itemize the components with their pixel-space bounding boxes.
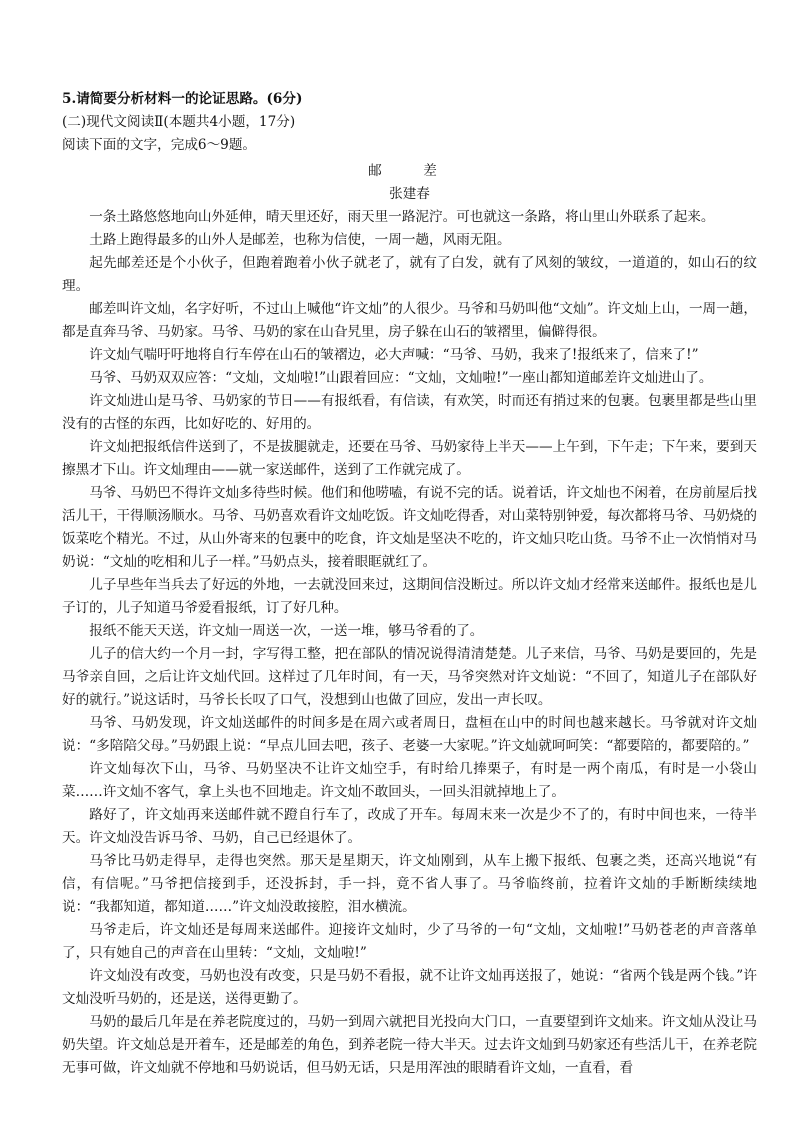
paragraph: 儿子早些年当兵去了好远的外地，一去就没回来过，这期间信没断过。所以许文灿才经常来送邮件。报纸也是儿子订的，儿子知道马爷爱看报纸，订了好几种。 <box>62 577 757 616</box>
paragraph: 马爷、马奶巴不得许文灿多待些时候。他们和他唠嗑，有说不完的话。说着话，许文灿也不闲着，在房前屋后找活儿干，干得顺汤顺水。马爷、马奶喜欢看许文灿吃饭。许文灿吃得香，对山菜特别钟爱，每次都将马爷、马奶烧的饭菜吃个精光。不过，从山外寄来的包裹中的吃食，许文灿是坚决不吃的，许文灿只吃山货。马爷不止一次悄悄对马奶说：“文灿的吃相和儿子一样。”马奶点头，接着眼眶就红了。 <box>62 485 757 570</box>
section-heading: (二)现代文阅读Ⅱ(本题共4小题，17分) <box>62 114 296 130</box>
paragraph: 路好了，许文灿再来送邮件就不蹬自行车了，改成了开车。每周末来一次是少不了的，有时中间也来，一待半天。许文灿没告诉马爷、马奶，自己已经退休了。 <box>62 807 757 846</box>
article-title: 邮 差 <box>368 163 451 179</box>
question-5: 5.请简要分析材料一的论证思路。(6分) <box>62 91 303 107</box>
paragraph: 许文灿把报纸信件送到了，不是拔腿就走，还要在马爷、马奶家待上半天——上午到，下午走；下午来，要到天擦黑才下山。许文灿理由——就一家送邮件，送到了工作就完成了。 <box>62 439 757 478</box>
document-page <box>62 88 757 1080</box>
paragraph: 马爷走后，许文灿还是每周来送邮件。迎接许文灿时，少了马爷的一句“文灿，文灿啦!”马奶苍老的声音落单了，只有她自己的声音在山里转：“文灿，文灿啦!” <box>62 922 757 961</box>
paragraph: 许文灿没有改变，马奶也没有改变，只是马奶不看报，就不让许文灿再送报了，她说：“省两个钱是两个钱。”许文灿没听马奶的，还是送，送得更勤了。 <box>62 968 757 1007</box>
reading-instruction: 阅读下面的文字，完成6～9题。 <box>62 137 257 153</box>
paragraph: 许文灿气喘吁吁地将自行车停在山石的皱褶边，必大声喊：“马爷、马奶，我来了!报纸来了，信来了!” <box>89 347 699 363</box>
paragraph: 许文灿进山是马爷、马奶家的节日——有报纸看，有信读，有欢笑，时而还有捎过来的包裹。包裹里都是些山里没有的古怪的东西，比如好吃的、好用的。 <box>62 393 757 432</box>
paragraph: 邮差叫许文灿，名字好听，不过山上喊他“许文灿”的人很少。马爷和马奶叫他“文灿”。许文灿上山，一周一趟，都是直奔马爷、马奶家。马爷、马奶的家在山旮旯里，房子躲在山石的皱褶里，偏僻得很。 <box>62 301 757 340</box>
paragraph: 许文灿每次下山，马爷、马奶坚决不让许文灿空手，有时给几捧栗子，有时是一两个南瓜，有时是一小袋山菜……许文灿不客气，拿上头也不回地走。许文灿不敢回头，一回头泪就掉地上了。 <box>62 761 757 800</box>
paragraph: 起先邮差还是个小伙子，但跑着跑着小伙子就老了，就有了白发，就有了风刻的皱纹，一道道的，如山石的纹理。 <box>62 255 757 294</box>
paragraph: 一条土路悠悠地向山外延伸，晴天里还好，雨天里一路泥泞。可也就这一条路，将山里山外联系了起来。 <box>89 209 715 225</box>
paragraph: 马爷比马奶走得早，走得也突然。那天是星期天，许文灿刚到，从车上搬下报纸、包裹之类，还高兴地说“有信，有信呢。”马爷把信接到手，还没拆封，手一抖，竟不省人事了。马爷临终前，拉着许文灿的手断断续续地说：“我都知道，都知道……”许文灿没敢接腔，泪水横流。 <box>62 853 757 915</box>
article-author: 张建春 <box>389 186 430 202</box>
paragraph: 马奶的最后几年是在养老院度过的，马奶一到周六就把目光投向大门口，一直要望到许文灿来。许文灿从没让马奶失望。许文灿总是开着车，还是邮差的角色，到养老院一待大半天。过去许文灿到马奶家还有些活儿干，在养老院无事可做，许文灿就不停地和马奶说话，但马奶无话，只是用浑浊的眼睛看许文灿，一直看，看 <box>62 1014 757 1076</box>
paragraph: 土路上跑得最多的山外人是邮差，也称为信使，一周一趟，风雨无阻。 <box>89 232 511 248</box>
paragraph: 马爷、马奶发现，许文灿送邮件的时间多是在周六或者周日，盘桓在山中的时间也越来越长。马爷就对许文灿说：“多陪陪父母。”马奶跟上说：“早点儿回去吧，孩子、老婆一大家呢。”许文灿就呵呵笑：“都要陪的，都要陪的。” <box>62 715 757 754</box>
paragraph: 马爷、马奶双双应答：“文灿，文灿啦!”山跟着回应：“文灿，文灿啦!”一座山都知道邮差许文灿进山了。 <box>89 370 713 386</box>
paragraph: 报纸不能天天送，许文灿一周送一次，一送一堆，够马爷看的了。 <box>89 623 484 639</box>
paragraph: 儿子的信大约一个月一封，字写得工整，把在部队的情况说得清清楚楚。儿子来信，马爷、马奶是要回的，先是马爷亲自回，之后让许文灿代回。这样过了几年时间，有一天，马爷突然对许文灿说：“不回了，知道儿子在部队好好的就行。”说这话时，马爷长长叹了口气，没想到山也做了回应，发出一声长叹。 <box>62 646 757 708</box>
